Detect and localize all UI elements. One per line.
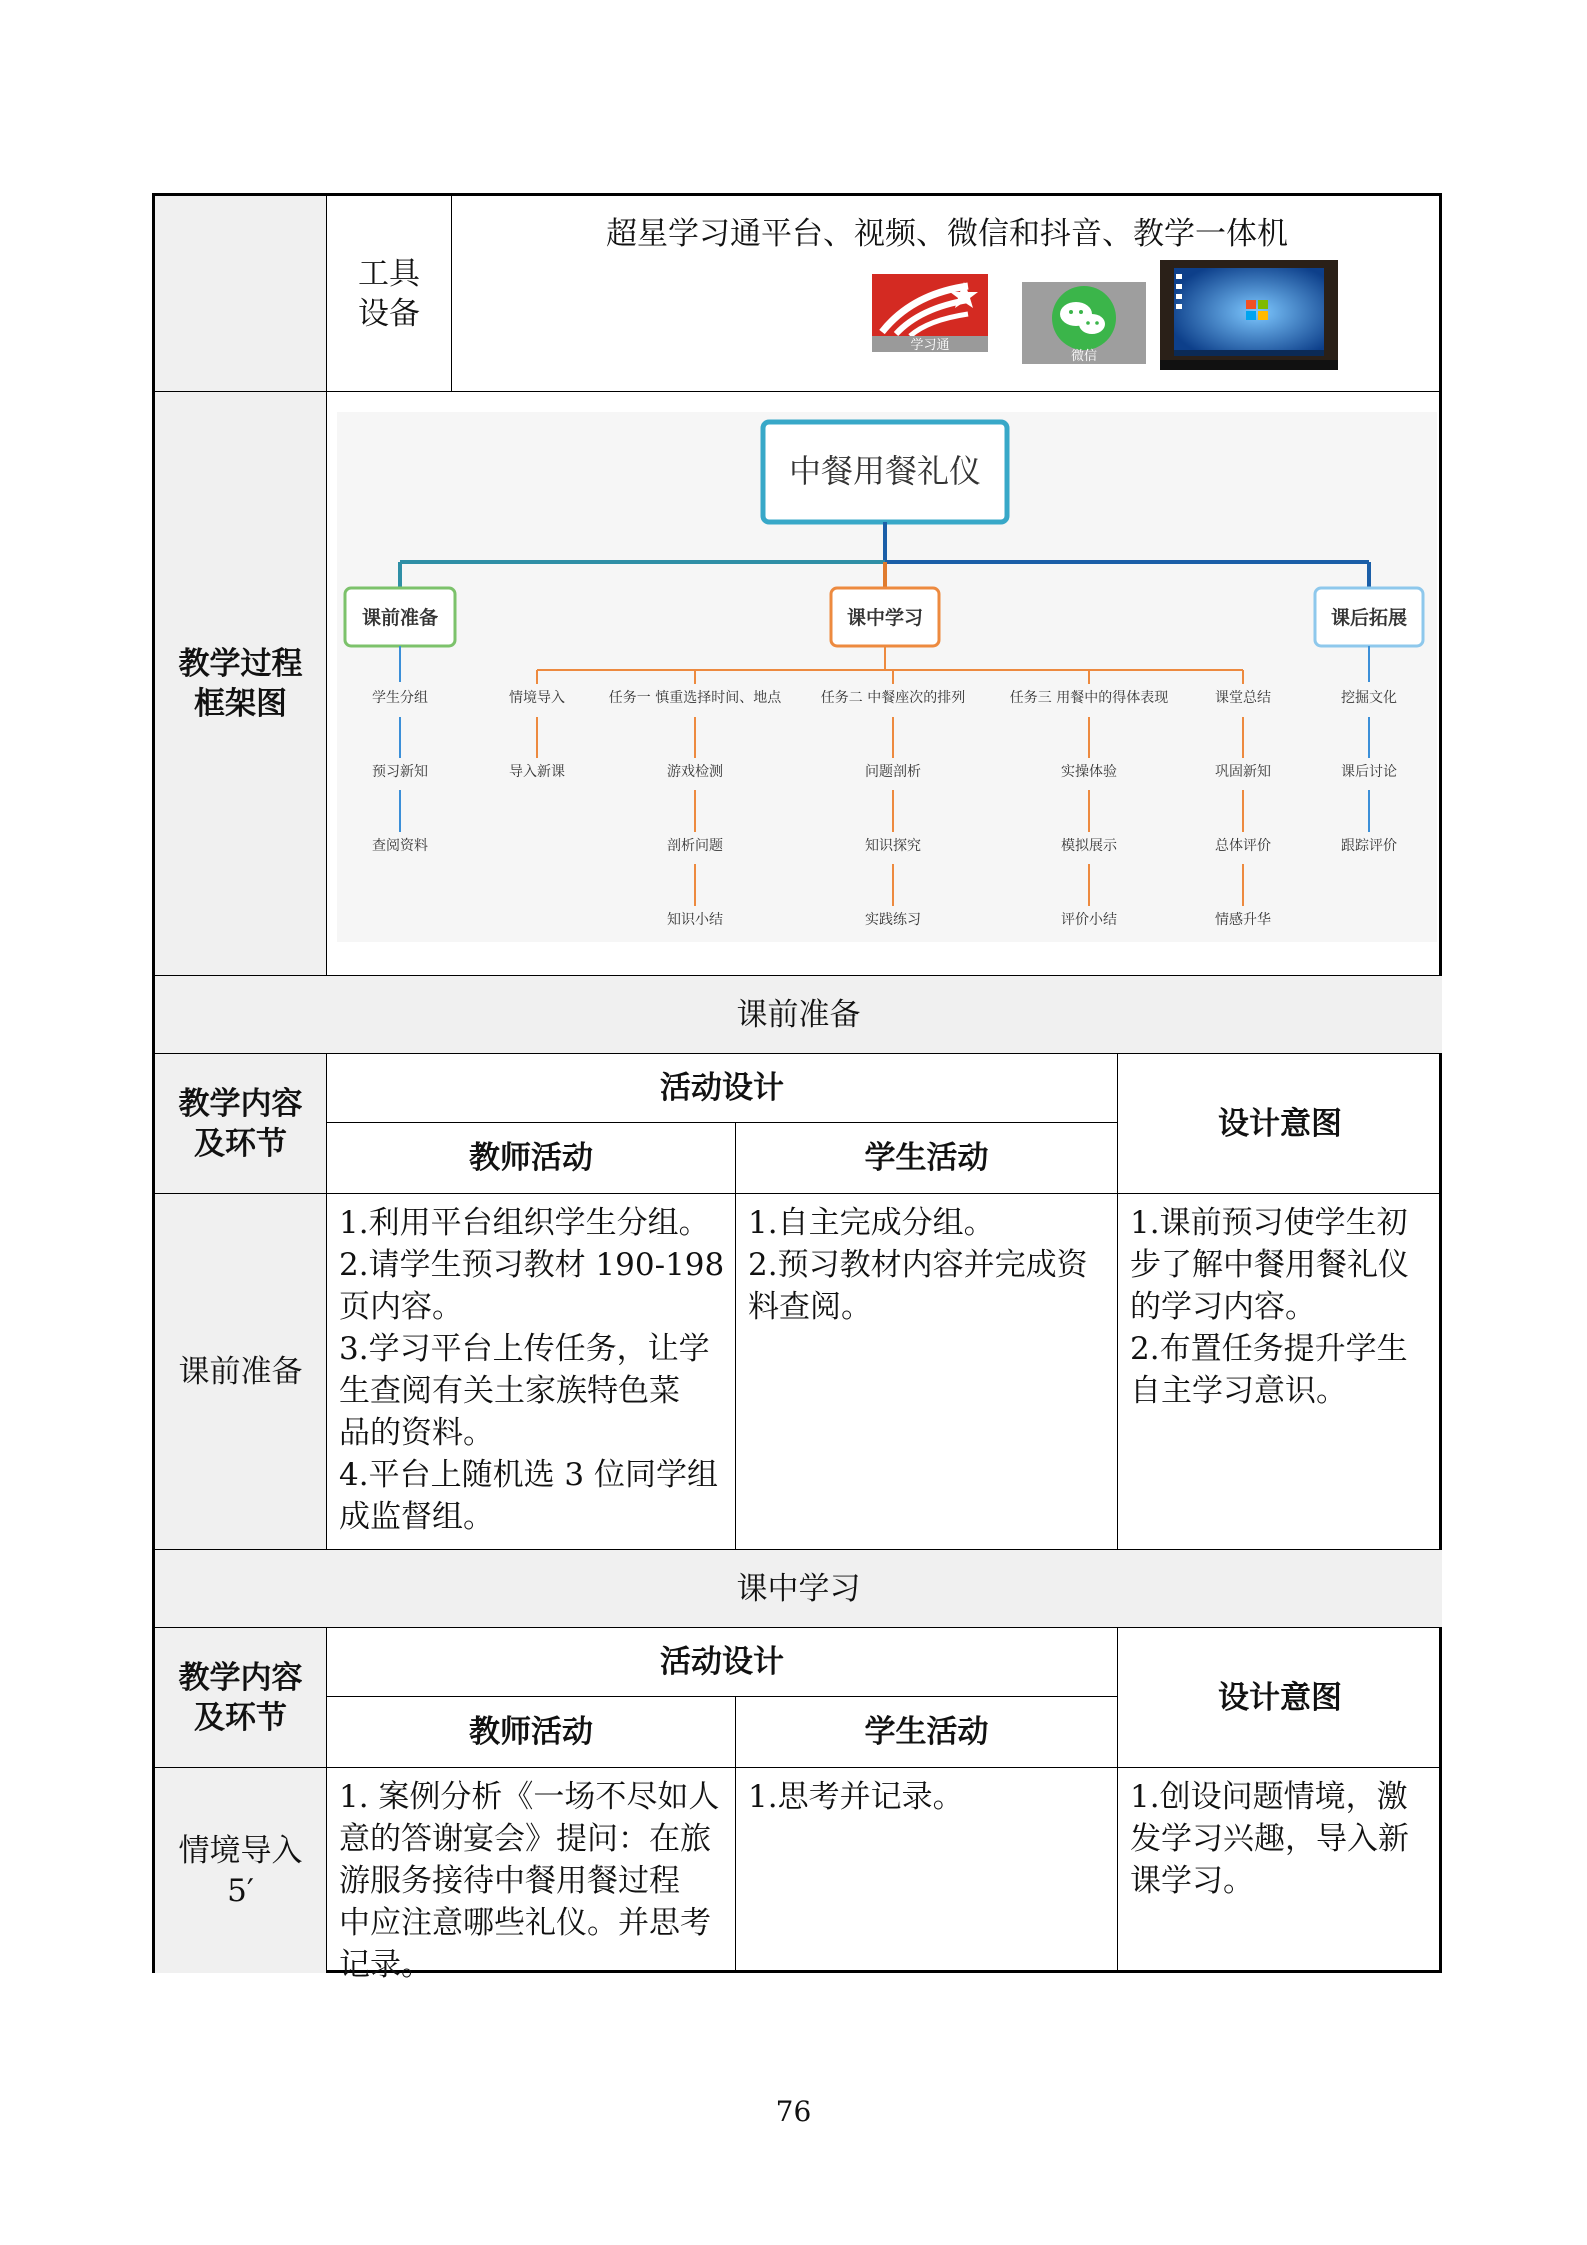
pre-row-label-line-1: 课前准备	[178, 1353, 303, 1390]
pre-header-student: 学生活动	[736, 1123, 1118, 1194]
pre-teacher-line-3: 页内容。	[339, 1289, 463, 1325]
pre-student-line-2: 2.预习教材内容并完成资	[748, 1247, 1088, 1283]
pre-intent-line-3: 的学习内容。	[1130, 1289, 1316, 1325]
pre-student-line-3: 料查阅。	[748, 1289, 872, 1325]
class-row-label	[155, 1768, 327, 1973]
class-col1-header: 情境导入	[509, 690, 565, 706]
pre-header-content-line-1: 教学内容	[178, 1085, 303, 1122]
pre-intent-line-1: 1.课前预习使学生初	[1130, 1205, 1408, 1241]
class-teacher-line-1: 1. 案例分析《一场不尽如人	[339, 1779, 720, 1815]
pre-intent-line-2: 步了解中餐用餐礼仪	[1130, 1247, 1409, 1283]
class-col2-item-3: 知识小结	[667, 912, 723, 928]
pre-header-teacher: 教师活动	[327, 1123, 736, 1194]
pre-teacher-line-8: 成监督组。	[339, 1499, 494, 1535]
class-col2-item-1: 游戏检测	[667, 764, 723, 780]
class-col5-header: 课堂总结	[1215, 690, 1271, 706]
class-col5-item-3: 情感升华	[1215, 912, 1271, 928]
pre-row-teacher	[327, 1194, 736, 1550]
pre-header-content-cell	[155, 1054, 327, 1194]
class-row-teacher	[327, 1768, 736, 1983]
class-intent-line-1: 1.创设问题情境，激	[1130, 1779, 1408, 1815]
pre-intent-line-4: 2.布置任务提升学生	[1130, 1331, 1408, 1367]
post-col-header: 挖掘文化	[1341, 690, 1397, 706]
class-col3-item-1: 问题剖析	[865, 764, 921, 780]
class-header-activity: 活动设计	[327, 1628, 1118, 1697]
class-col3-item-2: 知识探究	[865, 838, 921, 854]
pre-row-student	[736, 1194, 1118, 1550]
branch-title-class: 课中学习	[846, 607, 924, 629]
xuexitong-logo-icon	[872, 274, 988, 352]
class-header-intent: 设计意图	[1118, 1628, 1442, 1768]
class-row-label-line-2: 5′	[227, 1872, 254, 1909]
class-row-student	[736, 1768, 1118, 1973]
framework-label-cell	[155, 392, 327, 976]
pre-row-label	[155, 1194, 327, 1550]
pre-teacher-line-7: 4.平台上随机选 3 位同学组	[339, 1457, 719, 1493]
pre-teacher-line-4: 3.学习平台上传任务，让学	[339, 1331, 710, 1367]
pre-col-item-2: 查阅资料	[372, 838, 428, 854]
class-col2-header: 任务一 慎重选择时间、地点	[608, 690, 782, 706]
page-number: 76	[775, 2095, 812, 2128]
pre-teacher-line-1: 1.利用平台组织学生分组。	[339, 1205, 710, 1241]
pre-teacher-line-6: 品的资料。	[339, 1415, 494, 1451]
class-col5-item-1: 巩固新知	[1215, 764, 1271, 780]
class-intent-line-3: 课学习。	[1130, 1863, 1254, 1899]
section-title-class: 课中学习	[155, 1550, 1442, 1628]
framework-root: 中餐用餐礼仪	[788, 452, 982, 490]
class-col4-item-1: 实操体验	[1061, 764, 1117, 780]
lesson-plan-table	[152, 193, 1442, 1983]
class-header-content-cell	[155, 1628, 327, 1768]
class-col3-item-3: 实践练习	[865, 912, 921, 928]
pre-col-item-1: 预习新知	[372, 764, 428, 780]
pre-header-intent: 设计意图	[1118, 1054, 1442, 1194]
tools-blank-cell	[155, 196, 327, 392]
class-teacher-line-5: 记录。	[339, 1947, 432, 1983]
pre-intent-line-5: 自主学习意识。	[1130, 1373, 1347, 1409]
pre-teacher-line-2: 2.请学生预习教材 190-198	[339, 1247, 725, 1283]
wechat-caption: 微信	[1070, 349, 1098, 364]
branch-title-post: 课后拓展	[1330, 607, 1408, 629]
xuexitong-caption: 学习通	[910, 338, 950, 352]
class-col2-item-2: 剖析问题	[667, 838, 723, 854]
tools-label-cell	[327, 196, 452, 392]
class-header-content-line-1: 教学内容	[178, 1659, 303, 1696]
class-col1-item-1: 导入新课	[509, 764, 565, 780]
framework-content-cell	[327, 392, 1442, 976]
tools-label-line-1: 工具	[358, 255, 420, 292]
post-col-item-1: 课后讨论	[1341, 764, 1397, 780]
class-student-line-1: 1.思考并记录。	[748, 1779, 964, 1815]
tools-label-line-2: 设备	[358, 295, 420, 332]
class-header-student: 学生活动	[736, 1697, 1118, 1768]
class-col5-item-2: 总体评价	[1215, 838, 1271, 854]
smartboard-screen-icon	[1160, 260, 1338, 370]
class-teacher-line-4: 中应注意哪些礼仪。并思考	[339, 1905, 711, 1941]
class-teacher-line-2: 意的答谢宴会》提问：在旅	[339, 1821, 711, 1857]
wechat-logo-icon	[1022, 282, 1146, 364]
class-col4-header: 任务三 用餐中的得体表现	[1009, 690, 1169, 706]
section-title-pre: 课前准备	[155, 976, 1442, 1054]
framework-label-line-2: 框架图	[194, 685, 287, 722]
class-intent-line-2: 发学习兴趣，导入新	[1130, 1821, 1409, 1857]
class-row-label-line-1: 情境导入	[178, 1832, 303, 1869]
class-col4-item-2: 模拟展示	[1061, 838, 1117, 854]
tools-content-cell	[452, 196, 1442, 392]
post-col-item-2: 跟踪评价	[1341, 838, 1397, 854]
class-header-teacher: 教师活动	[327, 1697, 736, 1768]
branch-title-pre: 课前准备	[361, 607, 439, 629]
class-teacher-line-3: 游服务接待中餐用餐过程	[339, 1863, 680, 1899]
pre-header-content-line-2: 及环节	[194, 1125, 287, 1162]
class-header-content-line-2: 及环节	[194, 1699, 287, 1736]
class-col3-header: 任务二 中餐座次的排列	[820, 690, 966, 706]
class-row-intent	[1118, 1768, 1442, 1973]
pre-header-activity: 活动设计	[327, 1054, 1118, 1123]
framework-label-line-1: 教学过程	[178, 645, 303, 682]
pre-row-intent	[1118, 1194, 1442, 1550]
class-col4-item-3: 评价小结	[1061, 912, 1117, 928]
framework-diagram	[337, 412, 1437, 942]
pre-student-line-1: 1.自主完成分组。	[748, 1205, 995, 1241]
pre-teacher-line-5: 生查阅有关土家族特色菜	[339, 1373, 680, 1409]
pre-col-header: 学生分组	[372, 690, 428, 706]
tools-title: 超星学习通平台、视频、微信和抖音、教学一体机	[606, 216, 1288, 252]
